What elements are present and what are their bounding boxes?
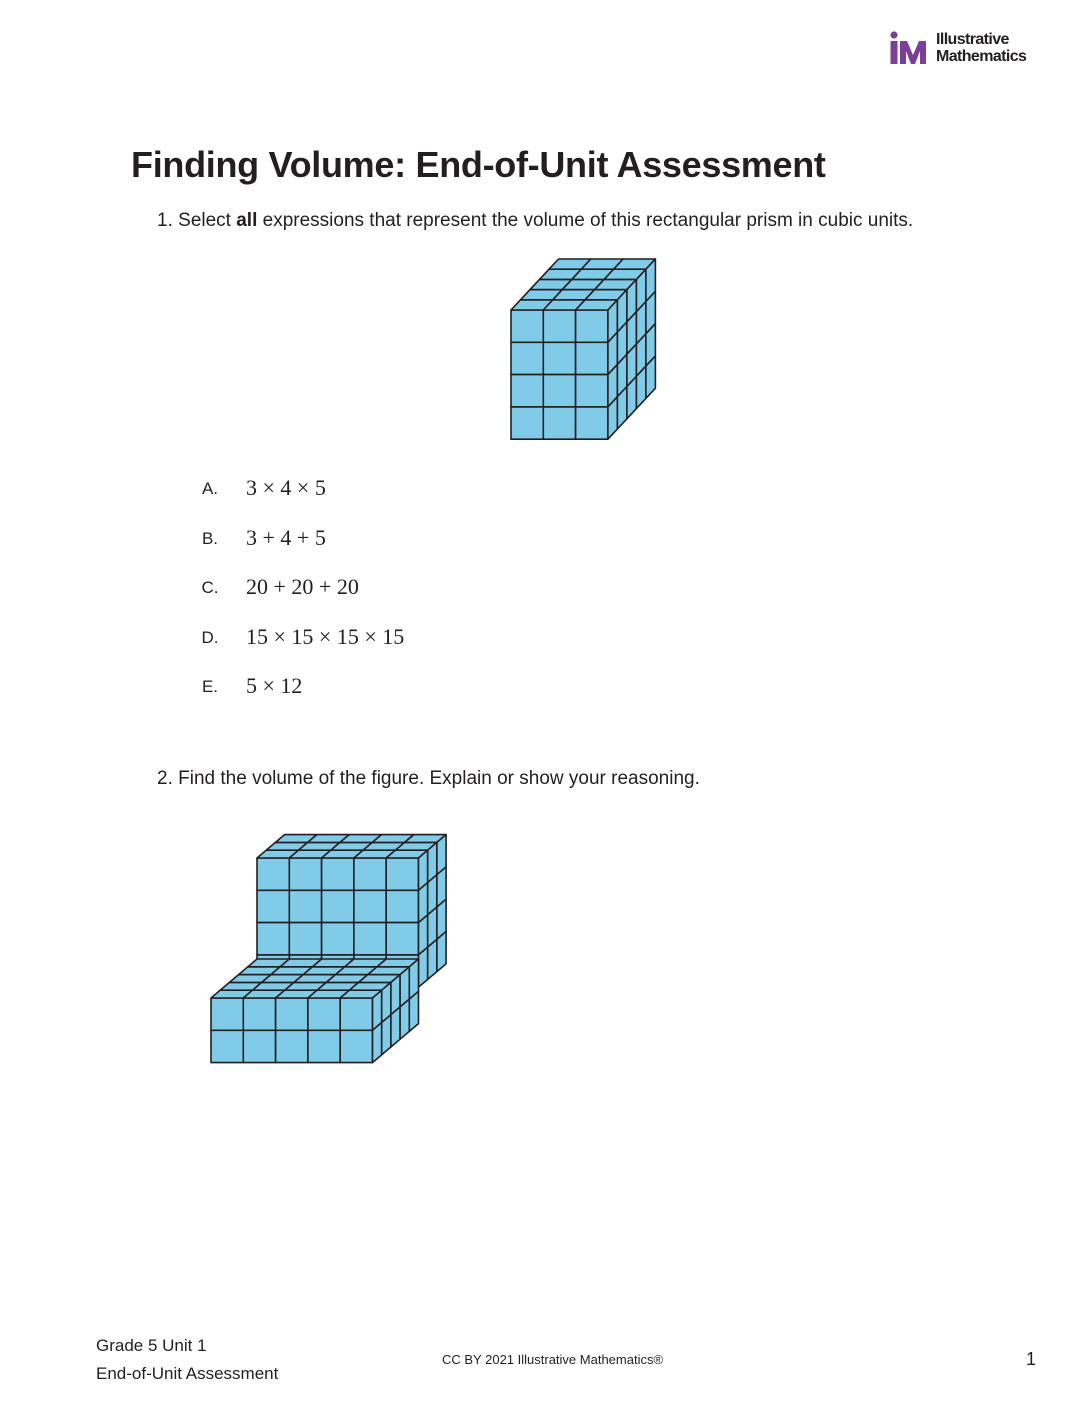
page-number: 1 (1026, 1349, 1037, 1369)
choice-letter: D. (201, 628, 219, 647)
cube-front-face (576, 375, 608, 407)
cube-front-face (276, 998, 308, 1030)
logo-wordmark (936, 31, 1026, 65)
cube-side-face (373, 1023, 382, 1063)
prism-1-svg (500, 250, 670, 450)
l-shaped-prism-figure (200, 826, 460, 1081)
cube-front-face (511, 407, 543, 439)
prism-2-svg (200, 826, 460, 1076)
choice-expression: 3 + 4 + 5 (246, 525, 326, 550)
choice-letter: C. (201, 578, 219, 597)
cube-front-face (308, 1030, 340, 1062)
cube-front-face (576, 310, 608, 342)
cube-front-face (386, 858, 418, 890)
choice-expression: 5 × 12 (246, 673, 303, 698)
q1-text-bold: all (236, 210, 258, 231)
cube-front-face (511, 375, 543, 407)
cube-side-face (409, 991, 418, 1031)
cube-front-face (543, 310, 575, 342)
cube-side-face (400, 999, 409, 1039)
cube-front-face (354, 923, 386, 955)
cube-side-face (437, 932, 446, 972)
cube-front-face (276, 1030, 308, 1062)
footer-copyright: CC BY 2021 Illustrative Mathematics® (442, 1352, 664, 1367)
cube-front-face (308, 998, 340, 1030)
cube-front-face (257, 890, 289, 922)
im-logo-mark (889, 31, 929, 65)
illustrative-mathematics-logo (889, 31, 1039, 67)
question-2-number: 2. (157, 768, 173, 789)
cube-front-face (289, 890, 321, 922)
choice-letter: E. (201, 677, 219, 696)
question-1-number: 1. (157, 210, 173, 231)
cube-front-face (289, 923, 321, 955)
cube-front-face (354, 858, 386, 890)
q1-text-before: Select (178, 210, 237, 231)
cube-side-face (419, 947, 428, 987)
q1-text-after: expressions that represent the volume of this rectangular prism in cubic units. (257, 210, 914, 231)
choice-letter: B. (201, 529, 219, 548)
cube-front-face (543, 375, 575, 407)
cube-front-face (322, 858, 354, 890)
cube-front-face (243, 1030, 275, 1062)
cube-side-face (428, 939, 437, 979)
cube-front-face (386, 890, 418, 922)
cube-front-face (243, 998, 275, 1030)
question-2 (157, 767, 700, 791)
question-1-text (178, 210, 913, 231)
choice-expression: 20 + 20 + 20 (246, 574, 359, 599)
footer-grade: Grade 5 Unit 1 (96, 1336, 207, 1355)
cube-front-face (340, 1030, 372, 1062)
footer-left (96, 1334, 278, 1386)
cube-front-face (211, 1030, 243, 1062)
cube-front-face (511, 310, 543, 342)
cube-front-face (576, 407, 608, 439)
rectangular-prism-figure (500, 250, 670, 455)
choice-letter: A. (201, 479, 219, 498)
logo-line-2: Mathematics (936, 48, 1027, 65)
cube-front-face (322, 923, 354, 955)
choice-expression: 15 × 15 × 15 × 15 (246, 624, 405, 649)
logo-line-1: Illustrative (936, 31, 1009, 48)
cube-front-face (386, 923, 418, 955)
page-title: Finding Volume: End-of-Unit Assessment (131, 144, 826, 185)
cube-front-face (511, 342, 543, 374)
cube-front-face (340, 998, 372, 1030)
choice-expression: 3 × 4 × 5 (246, 475, 326, 500)
cube-front-face (211, 998, 243, 1030)
footer-subtitle: End-of-Unit Assessment (96, 1364, 279, 1383)
question-2-text: Find the volume of the figure. Explain or show your reasoning. (178, 768, 700, 789)
cube-front-face (257, 858, 289, 890)
question-1 (157, 209, 913, 233)
cube-front-face (322, 890, 354, 922)
cube-front-face (576, 342, 608, 374)
cube-side-face (382, 1015, 391, 1055)
cube-front-face (354, 890, 386, 922)
cube-front-face (543, 407, 575, 439)
cube-front-face (289, 858, 321, 890)
cube-front-face (257, 923, 289, 955)
cube-front-face (543, 342, 575, 374)
cube-side-face (391, 1007, 400, 1047)
